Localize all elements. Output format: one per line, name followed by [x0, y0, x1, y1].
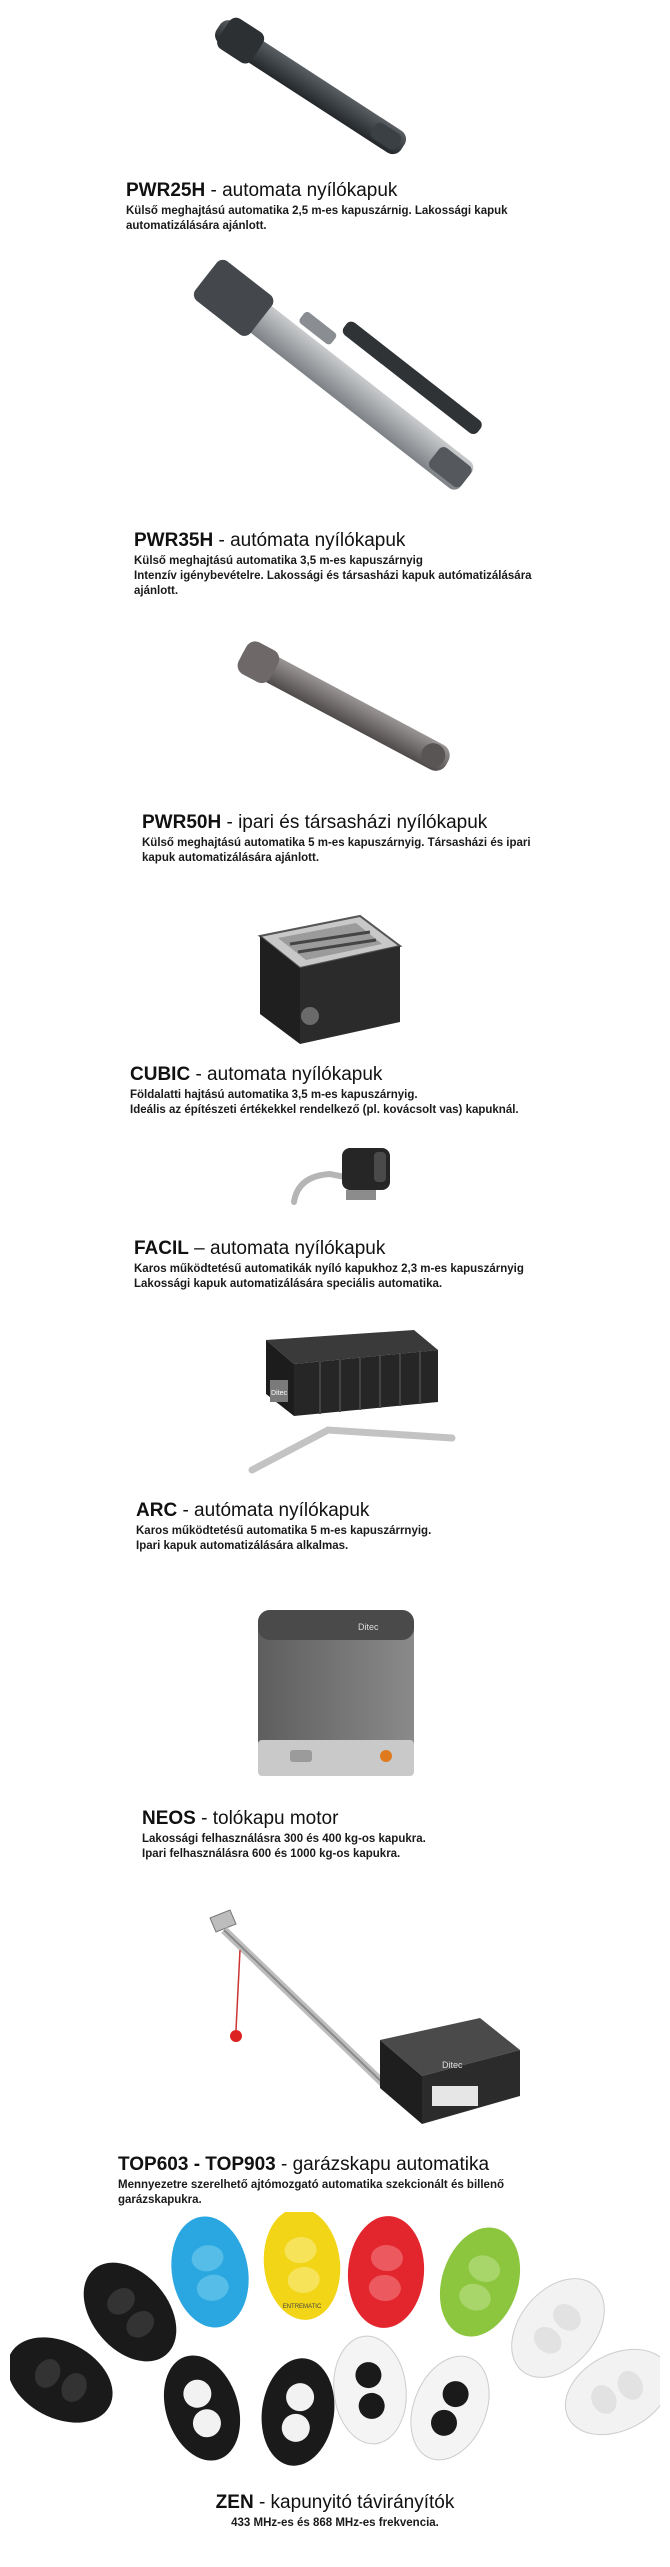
product-description-line: Lakossági kapuk automatizálására speciális automatika.	[134, 1278, 443, 1290]
pwr25h-actuator-image	[200, 8, 420, 168]
pwr50h-actuator-image	[228, 630, 460, 790]
product-description-line: Külső meghajtású automatika 2,5 m-es kapuszárnig. Lakossági kapuk	[126, 205, 508, 217]
product-description-line: Ipari kapuk automatizálására alkalmas.	[136, 1540, 349, 1552]
product-name: FACIL	[134, 1238, 189, 1259]
product-subtitle: - automata nyílókapuk	[205, 180, 398, 201]
entrematic-logo: ENTREMATIC	[282, 2304, 322, 2310]
product-pwr25h	[126, 180, 508, 234]
ditec-logo: Ditec	[442, 2060, 463, 2070]
product-description-line: 433 MHz-es és 868 MHz-es frekvencia.	[231, 2517, 439, 2529]
neos-sliding-motor-image	[250, 1600, 422, 1786]
remote-black-white-buttons	[151, 2346, 253, 2471]
product-description-line: Ideális az építészeti értékekkel rendelkező (pl. kovácsolt vas) kapuknál.	[130, 1104, 519, 1116]
product-title	[134, 530, 532, 552]
remote-black-white-buttons	[255, 2354, 341, 2471]
remote-white-black-buttons	[396, 2344, 503, 2471]
product-name: ZEN	[215, 2492, 254, 2513]
zen-remotes-image	[10, 2212, 660, 2482]
product-description-line: Külső meghajtású automatika 3,5 m-es kapuszárnyig	[134, 555, 423, 567]
ditec-logo: Ditec	[358, 1622, 379, 1632]
product-title	[130, 1064, 519, 1086]
product-zen	[0, 2492, 670, 2531]
product-description-line: Karos működtetésű automatika 5 m-es kapuszárrnyig.	[136, 1525, 432, 1537]
product-title	[126, 180, 508, 202]
product-subtitle: - automata nyílókapuk	[190, 1064, 383, 1085]
remote-blue	[163, 2212, 257, 2334]
product-subtitle: - ipari és társasházi nyílókapuk	[221, 812, 488, 833]
product-name: ARC	[136, 1500, 178, 1521]
product-description-line: automatizálására ajánlott.	[126, 220, 267, 232]
product-subtitle: - garázskapu automatika	[275, 2154, 490, 2175]
product-title	[118, 2154, 504, 2176]
remote-white-black-buttons	[329, 2333, 412, 2448]
product-title	[142, 1808, 426, 1830]
product-description-line: Ipari felhasználásra 600 és 1000 kg-os kapukra.	[142, 1848, 401, 1860]
product-subtitle: - autómata nyílókapuk	[177, 1500, 370, 1521]
product-description-line: Lakossági felhasználásra 300 és 400 kg-os kapukra.	[142, 1833, 426, 1845]
product-description-line: garázskapukra.	[118, 2194, 202, 2206]
remote-red	[344, 2213, 428, 2330]
product-arc	[136, 1500, 431, 1554]
product-pwr35h	[134, 530, 532, 599]
product-name: NEOS	[142, 1808, 196, 1829]
product-name: PWR50H	[142, 812, 222, 833]
ditec-logo: Ditec	[271, 1390, 287, 1397]
product-title	[136, 1500, 431, 1522]
product-cubic	[130, 1064, 519, 1118]
product-top603-top903	[118, 2154, 504, 2208]
product-description-line: Mennyezetre szerelhető ajtómozgató automatika szekcionált és billenő	[118, 2179, 504, 2191]
product-description-line: Intenzív igénybevételre. Lakossági és társasházi kapuk autómatizálására	[134, 570, 532, 582]
arc-arm-motor-image	[230, 1320, 464, 1480]
product-subtitle: - kapunyitó távirányítók	[253, 2492, 455, 2513]
top603-garage-motor-image	[180, 1890, 530, 2140]
product-description-line: Külső meghajtású automatika 5 m-es kapuszárnyig. Társasházi és ipari	[142, 837, 531, 849]
product-neos	[142, 1808, 426, 1862]
product-description-line: kapuk automatizálására ajánlott.	[142, 852, 320, 864]
cubic-underground-motor-image	[250, 896, 410, 1054]
product-title	[0, 2492, 670, 2514]
product-name: CUBIC	[130, 1064, 191, 1085]
product-name: PWR25H	[126, 180, 206, 201]
product-subtitle: - tolókapu motor	[195, 1808, 339, 1829]
product-pwr50h	[142, 812, 531, 866]
product-name: PWR35H	[134, 530, 214, 551]
product-facil	[134, 1238, 524, 1292]
facil-arm-motor-image	[288, 1140, 400, 1218]
product-title	[142, 812, 531, 834]
product-description-line: ajánlott.	[134, 585, 179, 597]
product-name: TOP603 - TOP903	[118, 2154, 276, 2175]
product-subtitle: – automata nyílókapuk	[188, 1238, 386, 1259]
product-subtitle: - autómata nyílókapuk	[213, 530, 406, 551]
product-title	[134, 1238, 524, 1260]
product-description-line: Karos működtetésű automatikák nyíló kapukhoz 2,3 m-es kapuszárnyig	[134, 1263, 524, 1275]
product-description-line: Földalatti hajtású automatika 3,5 m-es kapuszárnyig.	[130, 1089, 418, 1101]
pwr35h-actuator-image	[190, 256, 490, 506]
